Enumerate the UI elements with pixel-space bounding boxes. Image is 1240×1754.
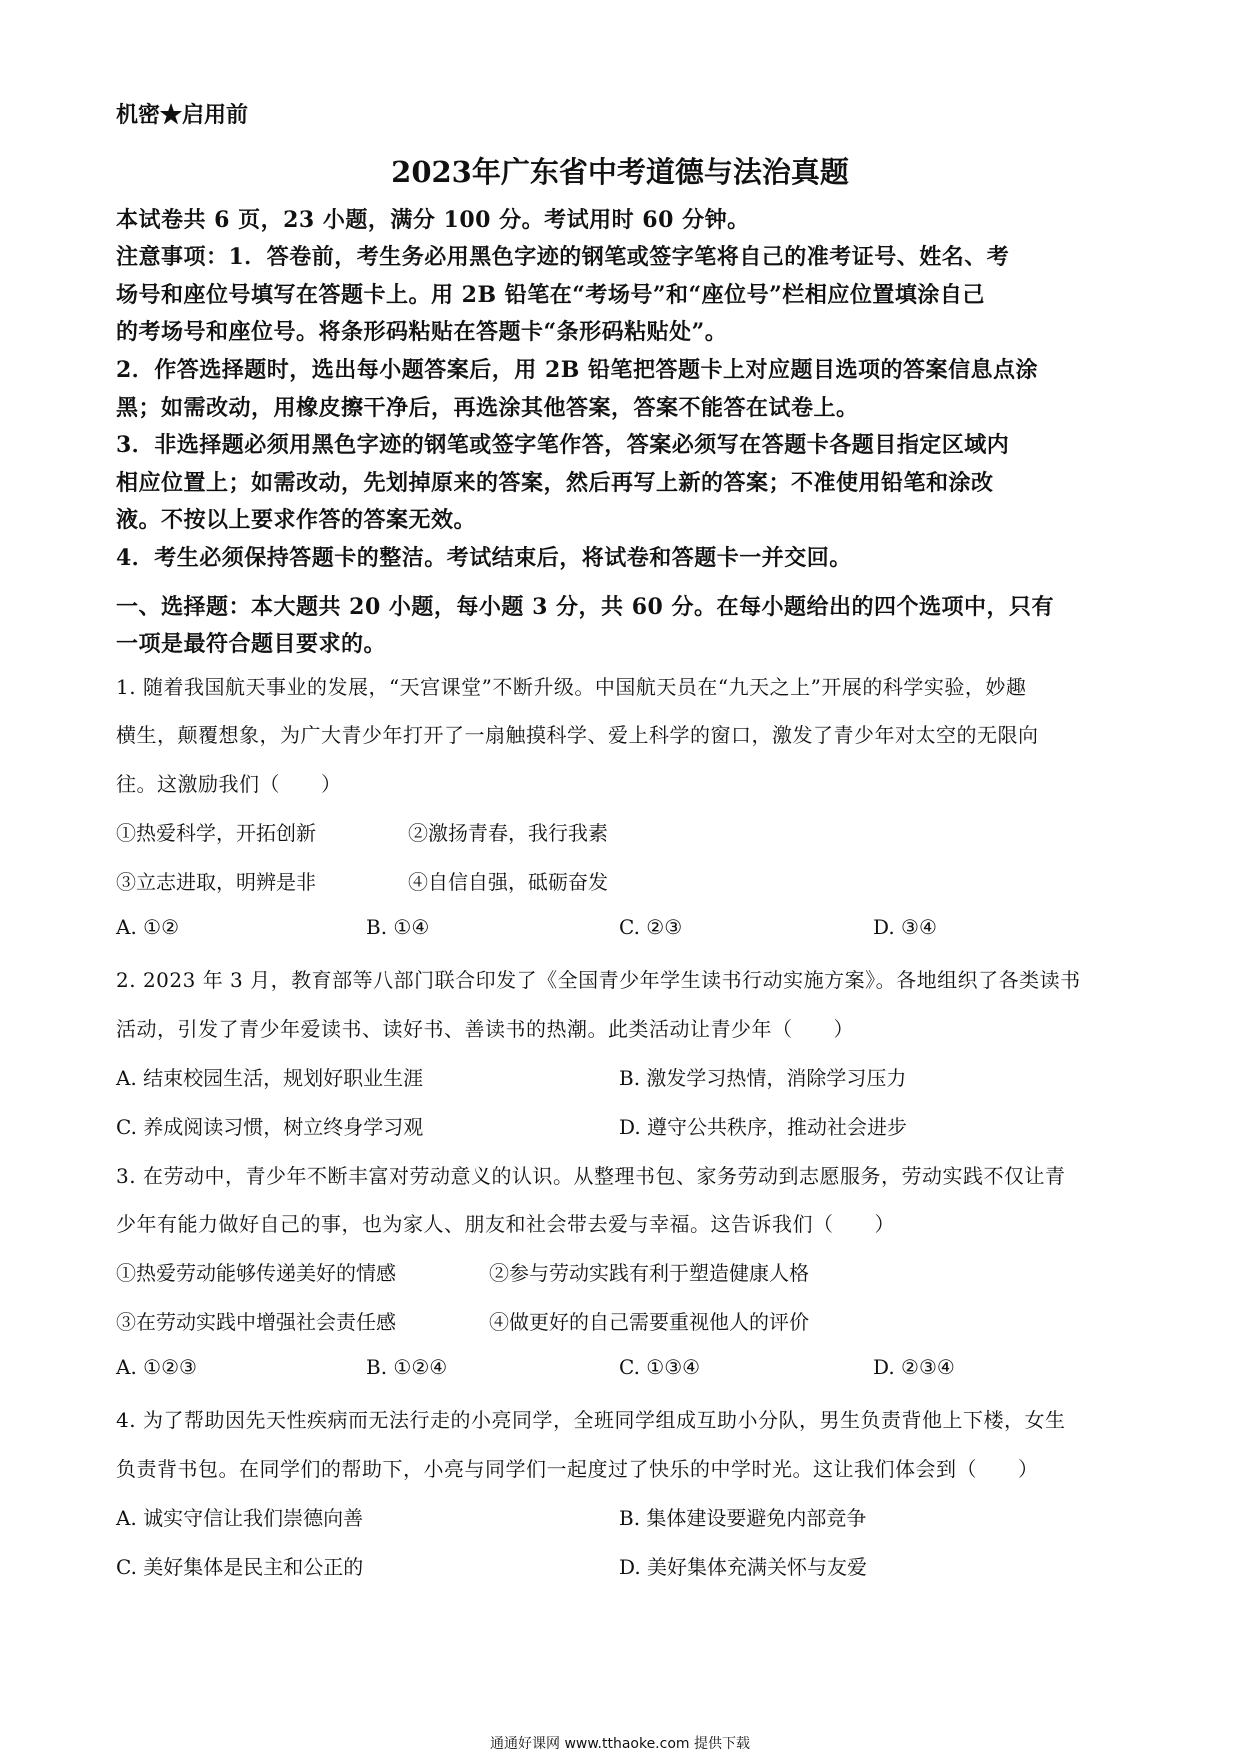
answer-option-d: D. 美好集体充满关怀与友爱 xyxy=(619,1555,868,1579)
footer-source: 通通好课网 www.tthaoke.com 提供下载 xyxy=(490,1736,750,1752)
statement: ②参与劳动实践有利于塑造健康人格 xyxy=(489,1261,809,1285)
statement: ③立志进取，明辨是非 xyxy=(116,870,316,894)
section-heading-line: 一、选择题：本大题共 20 小题，每小题 3 分，共 60 分。在每小题给出的四个选项中，只有 xyxy=(116,594,1054,620)
answer-option-b: B. ①②④ xyxy=(366,1355,448,1379)
answer-option-b: B. 集体建设要避免内部竞争 xyxy=(619,1506,867,1530)
statement: ③在劳动实践中增强社会责任感 xyxy=(116,1310,396,1334)
statement: ④自信自强，砥砺奋发 xyxy=(408,870,608,894)
answer-option-a: A. 诚实守信让我们崇德向善 xyxy=(116,1506,364,1530)
answer-option-c: C. 美好集体是民主和公正的 xyxy=(116,1555,364,1579)
answer-option-c: C. ②③ xyxy=(619,915,683,939)
answer-option-d: D. 遵守公共秩序，推动社会进步 xyxy=(619,1115,908,1139)
answer-option-a: A. 结束校园生活，规划好职业生涯 xyxy=(116,1066,424,1090)
confidential-label: 机密★启用前 xyxy=(116,102,249,128)
instruction-line: 2．作答选择题时，选出每小题答案后，用 2B 铅笔把答题卡上对应题目选项的答案信息点涂 xyxy=(116,357,1039,383)
question-stem-line: 负责背书包。在同学们的帮助下，小亮与同学们一起度过了快乐的中学时光。这让我们体会到（ ） xyxy=(116,1457,1039,1481)
question-stem-line: 1. 随着我国航天事业的发展，“天宫课堂”不断升级。中国航天员在“九天之上”开展的科学实验，妙趣 xyxy=(116,675,1027,699)
section-heading-line: 一项是最符合题目要求的。 xyxy=(116,631,387,657)
exam-summary: 本试卷共 6 页，23 小题，满分 100 分。考试用时 60 分钟。 xyxy=(116,207,750,233)
question-stem-line: 往。这激励我们（ ） xyxy=(116,772,342,796)
answer-option-a: A. ①② xyxy=(116,915,180,939)
instruction-line: 注意事项：1．答卷前，考生务必用黑色字迹的钢笔或签字笔将自己的准考证号、姓名、考 xyxy=(116,244,1010,270)
instruction-line: 液。不按以上要求作答的答案无效。 xyxy=(116,507,477,533)
answer-option-a: A. ①②③ xyxy=(116,1355,197,1379)
answer-option-d: D. ②③④ xyxy=(873,1355,955,1379)
instruction-line: 3．非选择题必须用黑色字迹的钢笔或签字笔作答，答案必须写在答题卡各题目指定区域内 xyxy=(116,432,1010,458)
instruction-line: 相应位置上；如需改动，先划掉原来的答案，然后再写上新的答案；不准使用铅笔和涂改 xyxy=(116,470,994,496)
question-stem-line: 少年有能力做好自己的事，也为家人、朋友和社会带去爱与幸福。这告诉我们（ ） xyxy=(116,1212,895,1236)
instruction-line: 黑；如需改动，用橡皮擦干净后，再选涂其他答案，答案不能答在试卷上。 xyxy=(116,395,859,421)
question-stem-line: 2. 2023 年 3 月，教育部等八部门联合印发了《全国青少年学生读书行动实施方案》。各地组织了各类读书 xyxy=(116,968,1081,992)
question-stem-line: 4. 为了帮助因先天性疾病而无法行走的小亮同学，全班同学组成互助小分队，男生负责背他上下楼，女生 xyxy=(116,1408,1066,1432)
answer-option-c: C. ①③④ xyxy=(619,1355,701,1379)
instruction-line: 的考场号和座位号。将条形码粘贴在答题卡“条形码粘贴处”。 xyxy=(116,319,728,345)
statement: ①热爱科学，开拓创新 xyxy=(116,821,316,845)
question-stem-line: 活动，引发了青少年爱读书、读好书、善读书的热潮。此类活动让青少年（ ） xyxy=(116,1017,854,1041)
question-stem-line: 横生，颠覆想象，为广大青少年打开了一扇触摸科学、爱上科学的窗口，激发了青少年对太空的无限向 xyxy=(116,723,1039,747)
statement: ①热爱劳动能够传递美好的情感 xyxy=(116,1261,396,1285)
instruction-line: 4．考生必须保持答题卡的整洁。考试结束后，将试卷和答题卡一并交回。 xyxy=(116,545,852,571)
statement: ②激扬青春，我行我素 xyxy=(408,821,608,845)
answer-option-c: C. 养成阅读习惯，树立终身学习观 xyxy=(116,1115,424,1139)
answer-option-d: D. ③④ xyxy=(873,915,937,939)
instruction-line: 场号和座位号填写在答题卡上。用 2B 铅笔在“考场号”和“座位号”栏相应位置填涂自己 xyxy=(116,282,985,308)
statement: ④做更好的自己需要重视他人的评价 xyxy=(489,1310,809,1334)
question-stem-line: 3. 在劳动中，青少年不断丰富对劳动意义的认识。从整理书包、家务劳动到志愿服务，劳动实践不仅让青 xyxy=(116,1164,1066,1188)
answer-option-b: B. 激发学习热情，消除学习压力 xyxy=(619,1066,907,1090)
exam-title: 2023年广东省中考道德与法治真题 xyxy=(391,155,849,189)
answer-option-b: B. ①④ xyxy=(366,915,430,939)
